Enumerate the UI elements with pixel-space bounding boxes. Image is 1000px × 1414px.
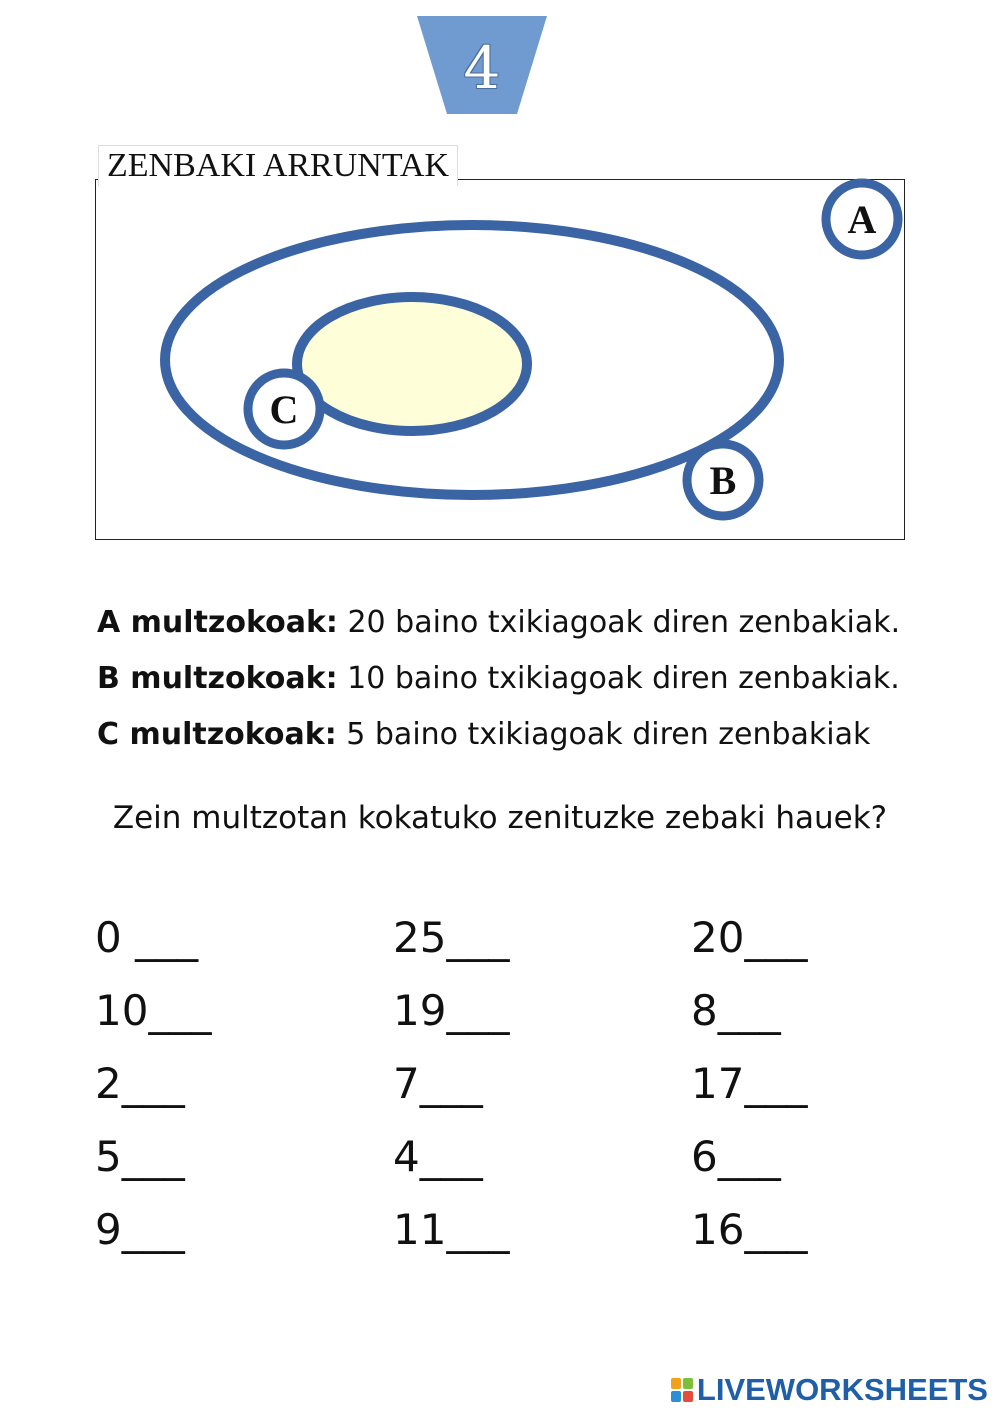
liveworksheets-brand xyxy=(671,1370,988,1410)
number-answer-item[interactable]: 17___ xyxy=(691,1059,808,1108)
number-answer-item[interactable]: 20___ xyxy=(691,913,808,962)
question-text: Zein multzotan kokatuko zenituzke zebaki hauek? xyxy=(112,800,888,836)
rule-text: 20 baino txikiagoak diren zenbakiak. xyxy=(337,605,901,640)
set-a-label: A xyxy=(847,197,877,242)
rule-label: A multzokoak: xyxy=(97,605,338,640)
number-answer-item[interactable]: 6___ xyxy=(691,1132,781,1181)
number-answer-item[interactable]: 9___ xyxy=(95,1205,185,1254)
set-c-label: C xyxy=(269,387,299,432)
number-answer-item[interactable]: 11___ xyxy=(393,1205,510,1254)
rule-set-b xyxy=(97,651,927,707)
number-answer-item[interactable]: 8___ xyxy=(691,986,781,1035)
number-answer-item[interactable]: 25___ xyxy=(393,913,510,962)
number-answer-item[interactable]: 4___ xyxy=(393,1132,483,1181)
universe-set-label: ZENBAKI ARRUNTAK xyxy=(98,145,458,186)
number-answer-item[interactable]: 5___ xyxy=(95,1132,185,1181)
number-answer-item[interactable]: 0 ___ xyxy=(95,913,199,962)
rule-set-a xyxy=(97,595,927,651)
set-rules xyxy=(97,595,927,763)
liveworksheets-logo-icon xyxy=(671,1378,693,1402)
rule-text: 10 baino txikiagoak diren zenbakiak. xyxy=(337,661,900,696)
number-answer-item[interactable]: 19___ xyxy=(393,986,510,1035)
number-answer-item[interactable]: 16___ xyxy=(691,1205,808,1254)
set-c-inner-ellipse xyxy=(297,297,527,431)
set-b-label: B xyxy=(709,458,737,503)
rule-text: 5 baino txikiagoak diren zenbakiak xyxy=(336,717,871,752)
number-answer-item[interactable]: 7___ xyxy=(393,1059,483,1108)
brand-name: LIVEWORKSHEETS xyxy=(696,1372,988,1407)
number-answer-item[interactable]: 2___ xyxy=(95,1059,185,1108)
number-answer-item[interactable]: 10___ xyxy=(95,986,212,1035)
nested-sets-diagram xyxy=(0,0,1000,560)
rule-label: B multzokoak: xyxy=(97,661,338,696)
page-number: 4 xyxy=(463,34,501,102)
rule-label: C multzokoak: xyxy=(97,717,337,752)
rule-set-c xyxy=(97,707,927,763)
